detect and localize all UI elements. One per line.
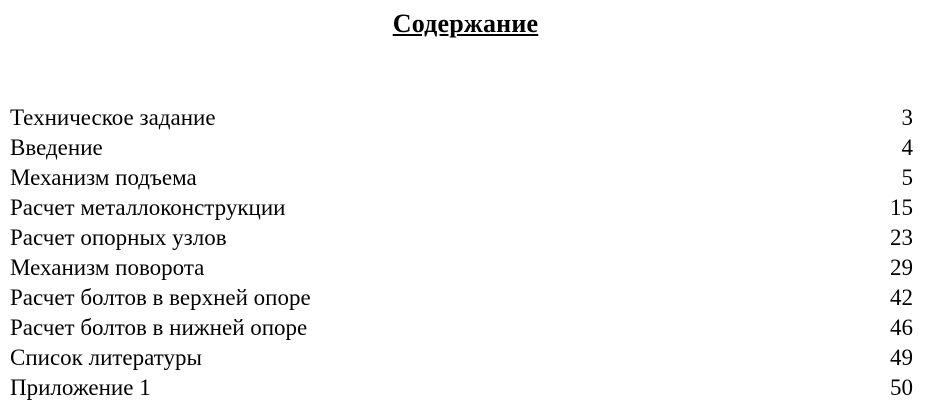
toc-entry-label: Расчет болтов в нижней опоре bbox=[10, 314, 308, 340]
toc-entry[interactable] bbox=[10, 193, 913, 223]
toc-entry-page: 50 bbox=[890, 374, 913, 400]
toc-entry[interactable] bbox=[10, 313, 913, 343]
toc-entry[interactable] bbox=[10, 223, 913, 253]
toc-entry-label: Расчет металлоконструкции bbox=[10, 194, 286, 220]
toc-entry-page: 3 bbox=[901, 104, 913, 130]
toc-entry-page: 29 bbox=[890, 254, 913, 280]
toc-entry-page: 46 bbox=[890, 314, 913, 340]
toc-entry-label: Список литературы bbox=[10, 344, 202, 370]
toc-entry-page: 42 bbox=[890, 284, 913, 310]
toc-entry-label: Введение bbox=[10, 134, 103, 160]
page-title: Содержание bbox=[392, 9, 539, 38]
toc-entry-page: 49 bbox=[890, 344, 913, 370]
toc-entry-label: Техническое задание bbox=[10, 104, 216, 130]
toc-entry-page: 5 bbox=[901, 164, 913, 190]
toc-entry[interactable] bbox=[10, 373, 913, 403]
toc-entry[interactable] bbox=[10, 283, 913, 313]
toc-entry-page: 23 bbox=[890, 224, 913, 250]
toc-entry[interactable] bbox=[10, 103, 913, 133]
toc-entry-page: 15 bbox=[890, 194, 913, 220]
toc-entry-label: Механизм поворота bbox=[10, 254, 205, 280]
toc-entry[interactable] bbox=[10, 163, 913, 193]
toc-entry-label: Расчет опорных узлов bbox=[10, 224, 227, 250]
toc-entry-label: Механизм подъема bbox=[10, 164, 197, 190]
toc-entry-label: Приложение 1 bbox=[10, 374, 151, 400]
table-of-contents bbox=[0, 103, 931, 403]
toc-entry[interactable] bbox=[10, 133, 913, 163]
toc-entry[interactable] bbox=[10, 343, 913, 373]
toc-entry-label: Расчет болтов в верхней опоре bbox=[10, 284, 311, 310]
toc-entry-page: 4 bbox=[901, 134, 913, 160]
toc-entry[interactable] bbox=[10, 253, 913, 283]
